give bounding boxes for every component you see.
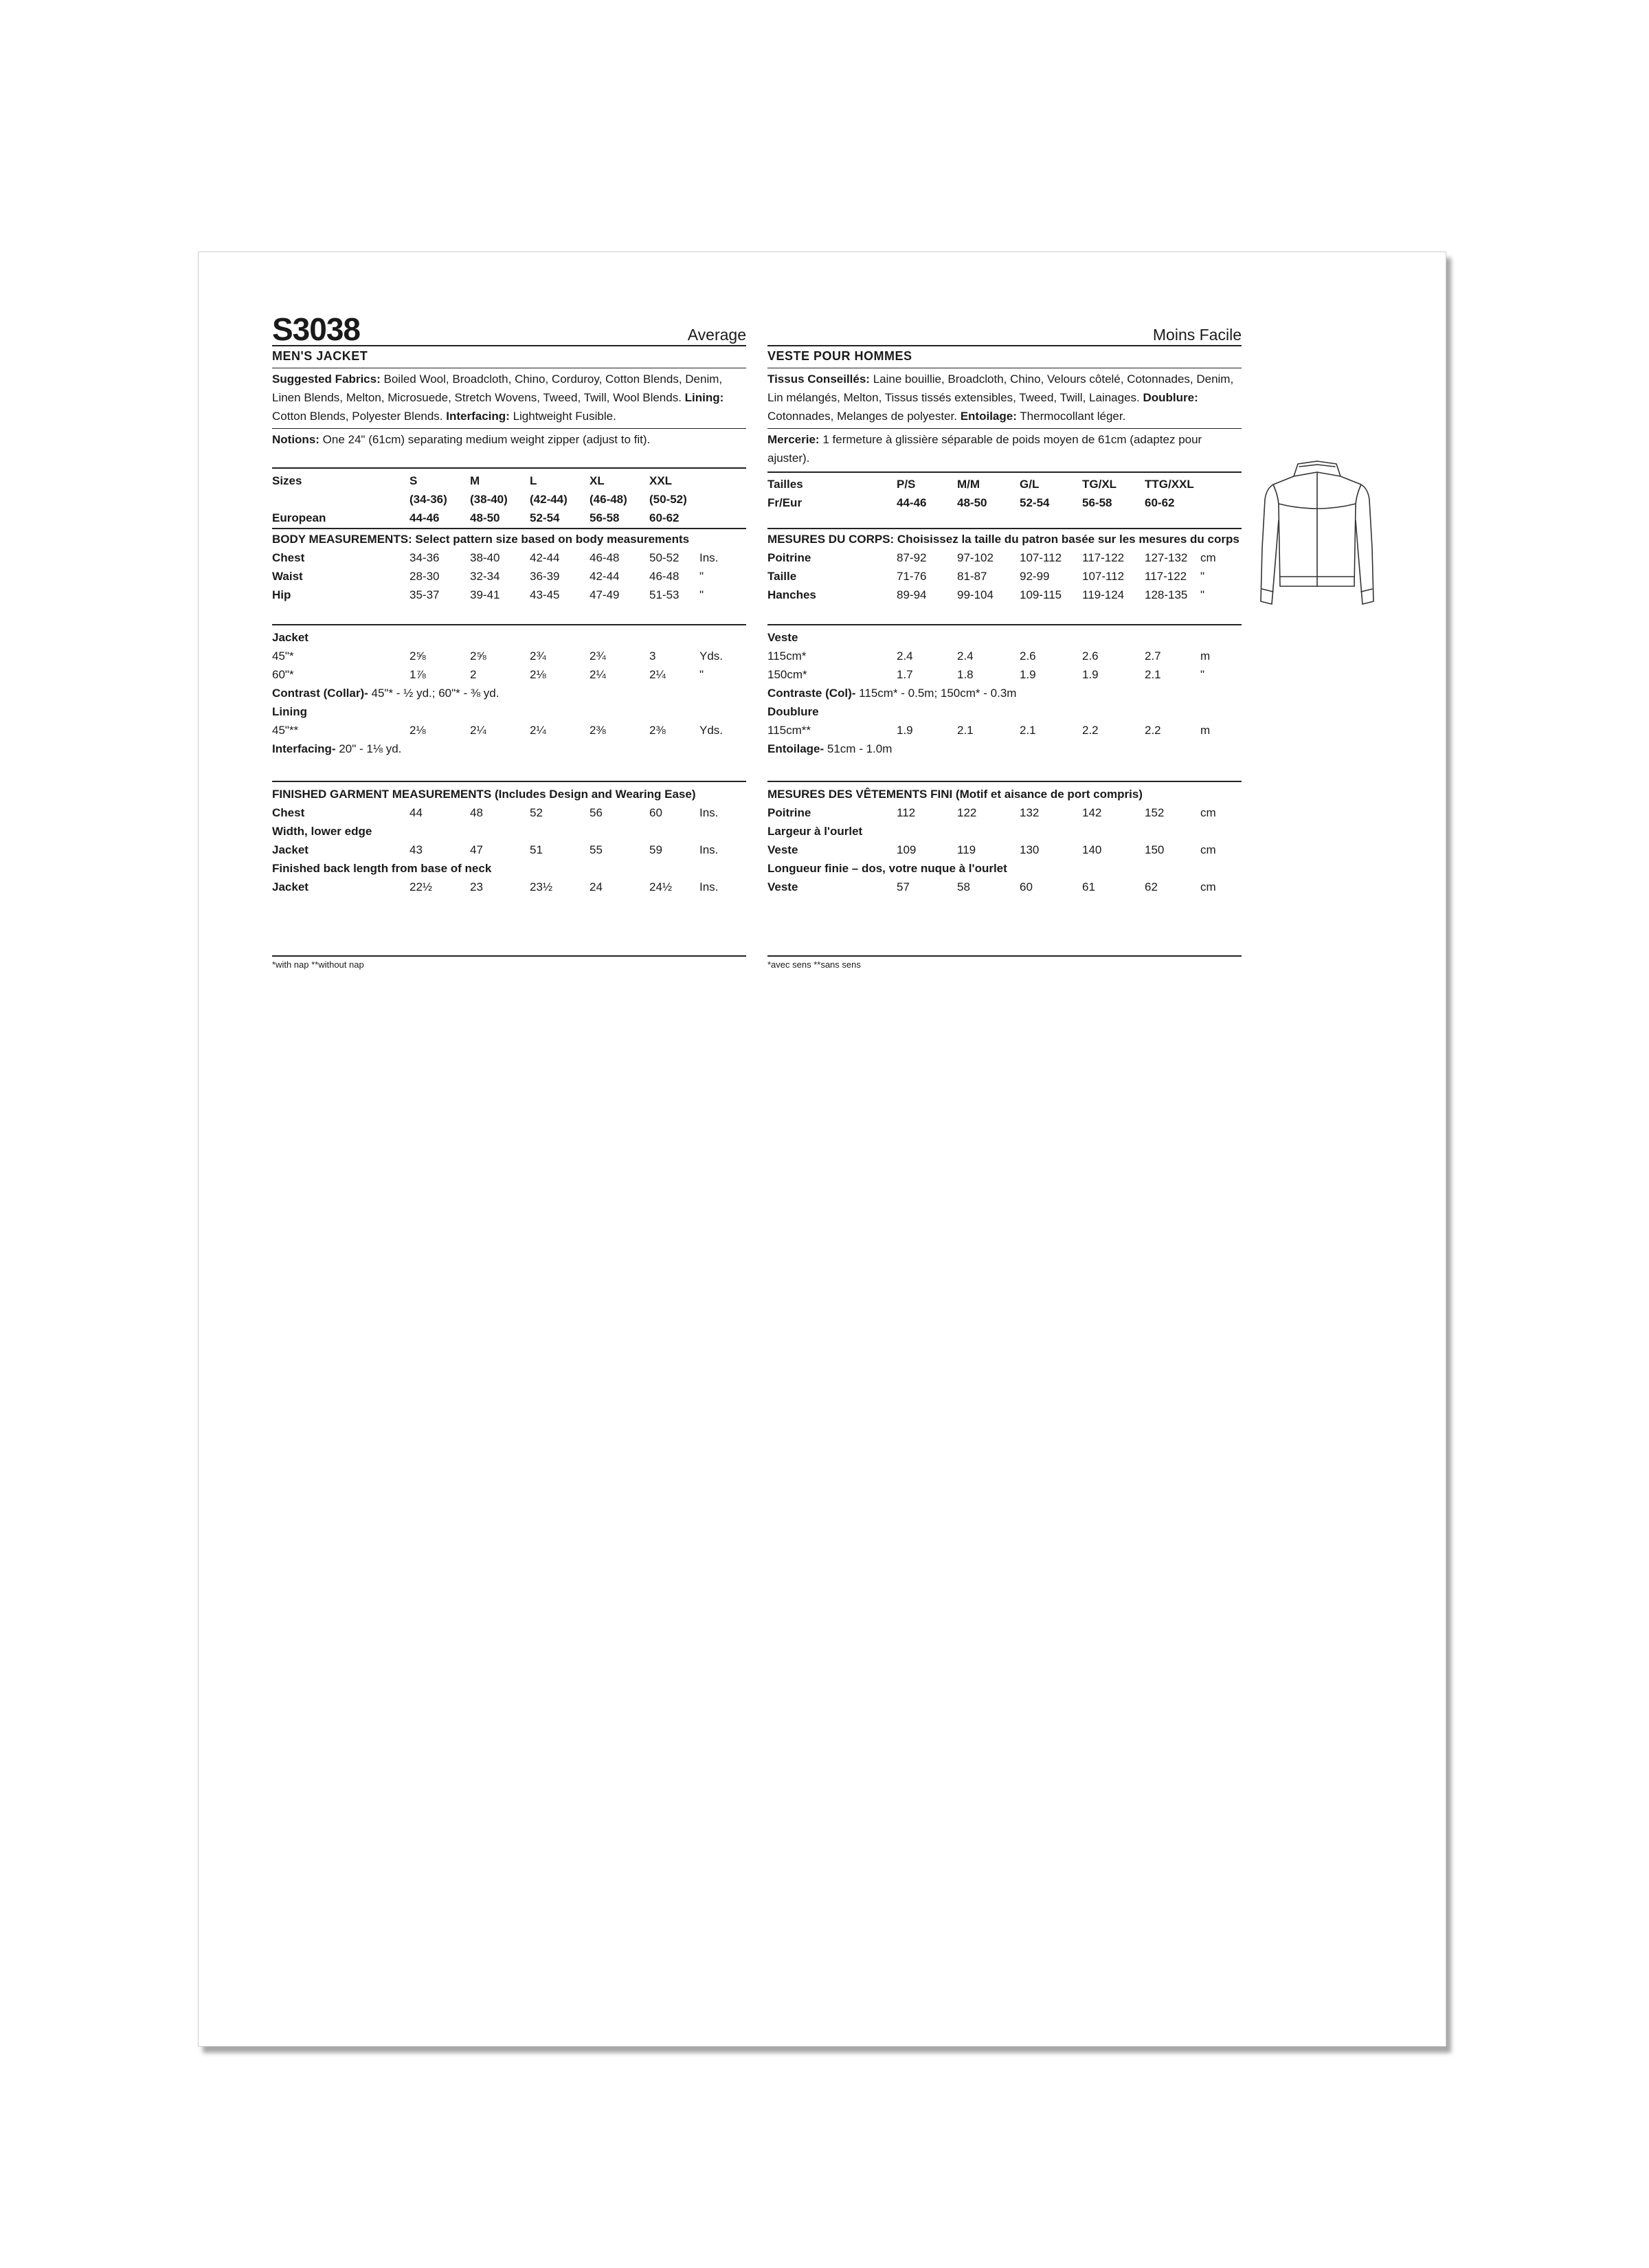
notions: Mercerie: 1 fermeture à glissière séparable de poids moyen de 61cm (adaptez pour ajuster). [767,433,1202,465]
sizes-header-row: Sizes S M L XL XXL [272,474,673,487]
finished-row: Jacket 22½ 23 23½ 24 24½ Ins. [272,880,719,893]
yardage-row: 60"* 1⅞ 2 2⅛ 2¼ 2¼ " [272,668,704,681]
interfacing-yardage: Interfacing- 20" - 1⅛ yd. [272,742,402,755]
yardage-row: 115cm* 2.4 2.4 2.6 2.6 2.7 m [767,649,1211,663]
garment-title: VESTE POUR HOMMES [767,349,912,363]
finished-row: Chest 44 48 52 56 60 Ins. [272,806,719,819]
footnote: *avec sens **sans sens [767,959,861,970]
body-row: Taille 71-76 81-87 92-99 107-112 117-122 " [767,570,1205,583]
body-row: Poitrine 87-92 97-102 107-112 117-122 127-132 cm [767,551,1216,564]
skill-level: Moins Facile [1152,326,1242,344]
notions: Notions: One 24" (61cm) separating medium weight zipper (adjust to fit). [272,433,651,446]
footnote: *with nap **without nap [272,959,364,970]
finished-row: Poitrine 112 122 132 142 152 cm [767,806,1216,819]
finished-row: Jacket 43 47 51 55 59 Ins. [272,843,719,856]
garment-title: MEN'S JACKET [272,349,368,363]
finished-row: Veste 57 58 60 61 62 cm [767,880,1216,893]
finished-row: Finished back length from base of neck [272,862,492,875]
jacket-yardage-label: Veste [767,631,798,644]
yardage-row: 115cm** 1.9 2.1 2.1 2.2 2.2 m [767,724,1211,737]
body-row: Chest 34-36 38-40 42-44 46-48 50-52 Ins. [272,551,719,564]
contrast-yardage: Contraste (Col)- 115cm* - 0.5m; 150cm* - 0.3m [767,687,1017,700]
jacket-back-sketch [1259,458,1375,618]
finished-row: Longueur finie – dos, votre nuque à l'ourlet [767,862,1007,875]
finished-row: Largeur à l'ourlet [767,825,863,838]
interfacing-yardage: Entoilage- 51cm - 1.0m [767,742,893,755]
fabric-description: Suggested Fabrics: Boiled Wool, Broadcloth, Chino, Corduroy, Cotton Blends, Denim, Linen Blends, Melton, Microsuede, Stretch Wovens, Tweed, Twill, Wool Blends. Lining: Cotton Blends, Polyester Blends. Interfacing: Lightweight Fusible. [272,373,724,423]
yardage-row: 45"** 2⅛ 2¼ 2¼ 2⅜ 2⅜ Yds. [272,724,723,737]
skill-level: Average [687,326,746,344]
finished-row: Veste 109 119 130 140 150 cm [767,843,1216,856]
european-sizes-row: Fr/Eur 44-46 48-50 52-54 56-58 60-62 [767,496,1175,509]
sizes-header-row: Tailles P/S M/M G/L TG/XL TTG/XXL [767,478,1194,491]
lining-yardage-label: Doublure [767,705,819,718]
finished-measurements-title: FINISHED GARMENT MEASUREMENTS (Includes Design and Wearing Ease) [272,788,696,801]
yardage-row: 45"* 2⅝ 2⅝ 2¾ 2¾ 3 Yds. [272,649,723,663]
yardage-row: 150cm* 1.7 1.8 1.9 1.9 2.1 " [767,668,1205,681]
body-row: Waist 28-30 32-34 36-39 42-44 46-48 " [272,570,704,583]
body-row: Hip 35-37 39-41 43-45 47-49 51-53 " [272,588,704,601]
european-sizes-row: European 44-46 48-50 52-54 56-58 60-62 [272,511,680,524]
body-measurements-title: MESURES DU CORPS: Choisissez la taille du patron basée sur les mesures du corps [767,533,1239,546]
lining-yardage-label: Lining [272,705,307,718]
finished-measurements-title: MESURES DES VÊTEMENTS FINI (Motif et aisance de port compris) [767,788,1143,801]
fabric-description: Tissus Conseillés: Laine bouillie, Broadcloth, Chino, Velours côtelé, Cotonnades, Denim, Lin mélangés, Melton, Tissus tissés extensibles, Tweed, Twill, Lainages. Doublure: Cotonnades, Melanges de polyester. Entoilage: Thermocollant léger. [767,373,1234,423]
finished-row: Width, lower edge [272,825,372,838]
jacket-yardage-label: Jacket [272,631,309,644]
body-row: Hanches 89-94 99-104 109-115 119-124 128-135 " [767,588,1205,601]
contrast-yardage: Contrast (Collar)- 45"* - ½ yd.; 60"* - ⅜ yd. [272,687,500,700]
pattern-number: S3038 [272,311,361,347]
sizes-range-row: (34-36) (38-40) (42-44) (46-48) (50-52) [410,493,687,506]
body-measurements-title: BODY MEASUREMENTS: Select pattern size based on body measurements [272,533,690,546]
